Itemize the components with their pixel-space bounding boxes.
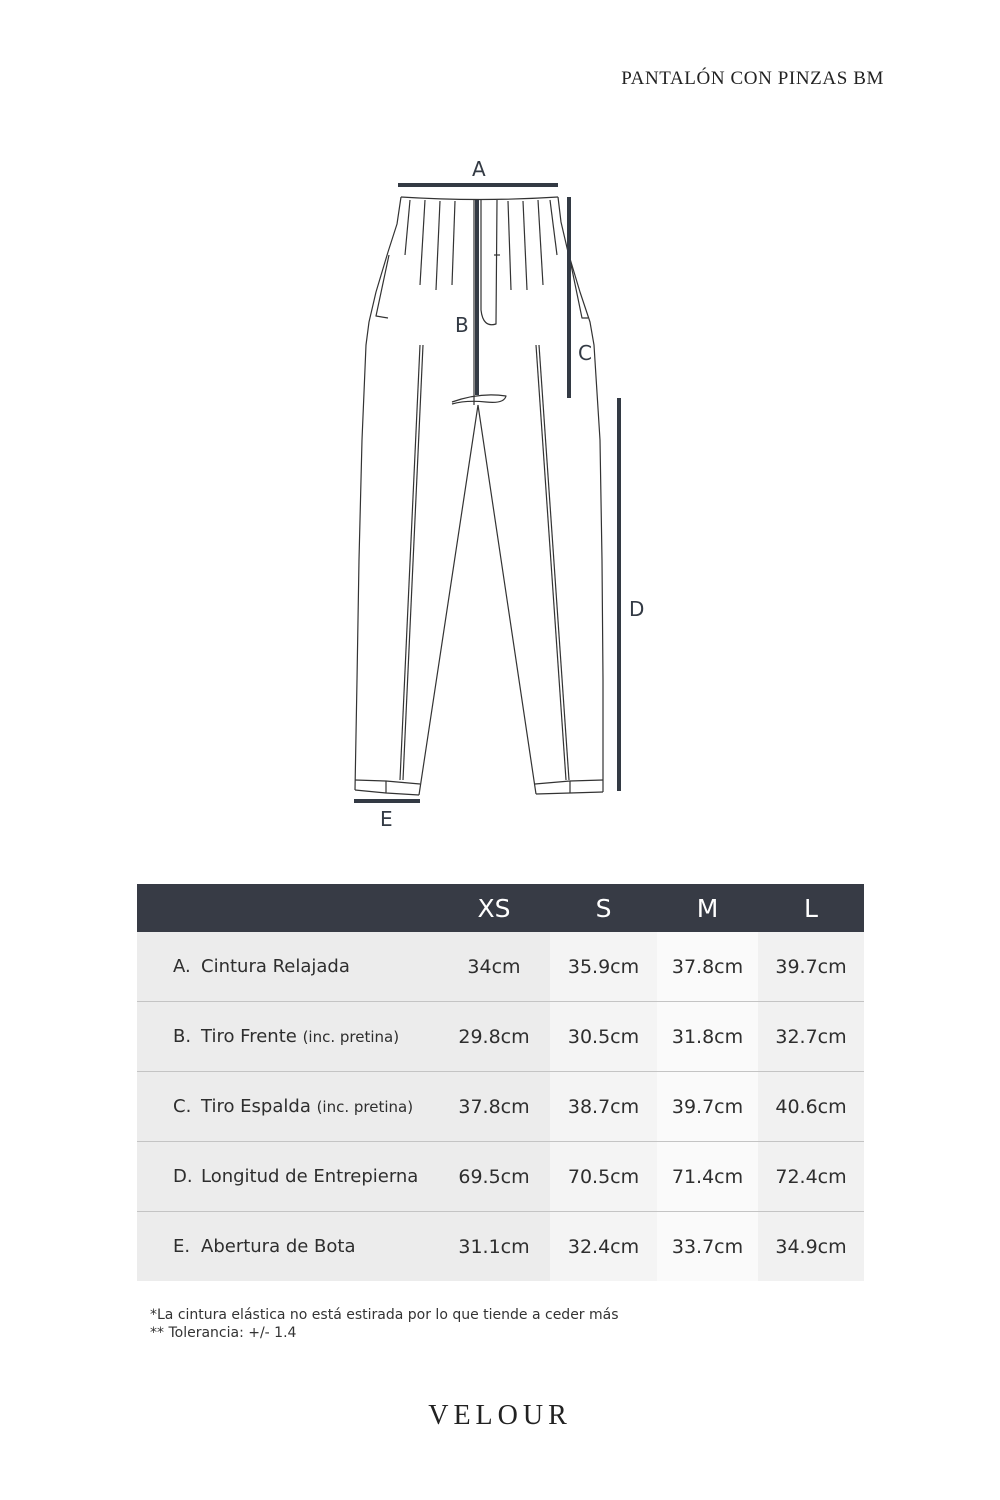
size-header: L: [758, 884, 864, 932]
cell-value: 70.5cm: [550, 1142, 657, 1212]
row-label: [137, 1002, 438, 1072]
table-row: [137, 1212, 864, 1282]
product-title: PANTALÓN CON PINZAS BM: [621, 68, 884, 89]
table-row: [137, 1072, 864, 1142]
cell-value: 71.4cm: [657, 1142, 758, 1212]
size-header: XS: [438, 884, 550, 932]
measure-label-c: C: [578, 341, 592, 365]
cell-value: 39.7cm: [657, 1072, 758, 1142]
cell-value: 37.8cm: [438, 1072, 550, 1142]
row-key: D.: [173, 1166, 193, 1187]
header-blank: [137, 884, 438, 932]
cell-value: 32.7cm: [758, 1002, 864, 1072]
row-label-note: (inc. pretina): [302, 1028, 400, 1046]
row-key: C.: [173, 1096, 192, 1117]
cell-value: 34cm: [438, 932, 550, 1002]
row-label: [137, 1072, 438, 1142]
cell-value: 31.8cm: [657, 1002, 758, 1072]
row-label-text: Cintura Relajada: [201, 956, 350, 977]
cell-value: 35.9cm: [550, 932, 657, 1002]
row-key: A.: [173, 956, 191, 977]
measure-label-d: D: [629, 597, 645, 621]
cell-value: 69.5cm: [438, 1142, 550, 1212]
size-chart-table: [137, 884, 864, 1281]
table-row: [137, 1002, 864, 1072]
table-row: [137, 932, 864, 1002]
cell-value: 30.5cm: [550, 1002, 657, 1072]
cell-value: 38.7cm: [550, 1072, 657, 1142]
cell-value: 72.4cm: [758, 1142, 864, 1212]
cell-value: 32.4cm: [550, 1212, 657, 1282]
footnote-tolerance: ** Tolerancia: +/- 1.4: [150, 1325, 297, 1341]
cell-value: 31.1cm: [438, 1212, 550, 1282]
row-label-text: Abertura de Bota: [201, 1236, 356, 1257]
brand-logo: VELOUR: [428, 1400, 572, 1431]
measure-label-e: E: [380, 807, 393, 831]
measure-label-a: A: [472, 157, 486, 181]
cell-value: 34.9cm: [758, 1212, 864, 1282]
row-label-text: Tiro Espalda: [201, 1096, 317, 1117]
cell-value: 39.7cm: [758, 932, 864, 1002]
cell-value: 29.8cm: [438, 1002, 550, 1072]
measure-label-b: B: [455, 313, 469, 337]
row-label: [137, 1212, 438, 1282]
row-label-note: (inc. pretina): [316, 1098, 414, 1116]
row-key: B.: [173, 1026, 192, 1047]
row-label: [137, 932, 438, 1002]
measurement-lines: [354, 185, 619, 801]
size-header: M: [657, 884, 758, 932]
size-header: S: [550, 884, 657, 932]
row-key: E.: [173, 1236, 191, 1257]
table-row: [137, 1142, 864, 1212]
footnotes: [150, 1306, 619, 1342]
footnote-elastic-waist: *La cintura elástica no está estirada por lo que tiende a ceder más: [150, 1307, 619, 1323]
row-label-text: Longitud de Entrepierna: [201, 1166, 419, 1187]
cell-value: 33.7cm: [657, 1212, 758, 1282]
row-label-text: Tiro Frente: [201, 1026, 303, 1047]
cell-value: 40.6cm: [758, 1072, 864, 1142]
row-label: [137, 1142, 438, 1212]
cell-value: 37.8cm: [657, 932, 758, 1002]
size-header-row: [137, 884, 864, 932]
